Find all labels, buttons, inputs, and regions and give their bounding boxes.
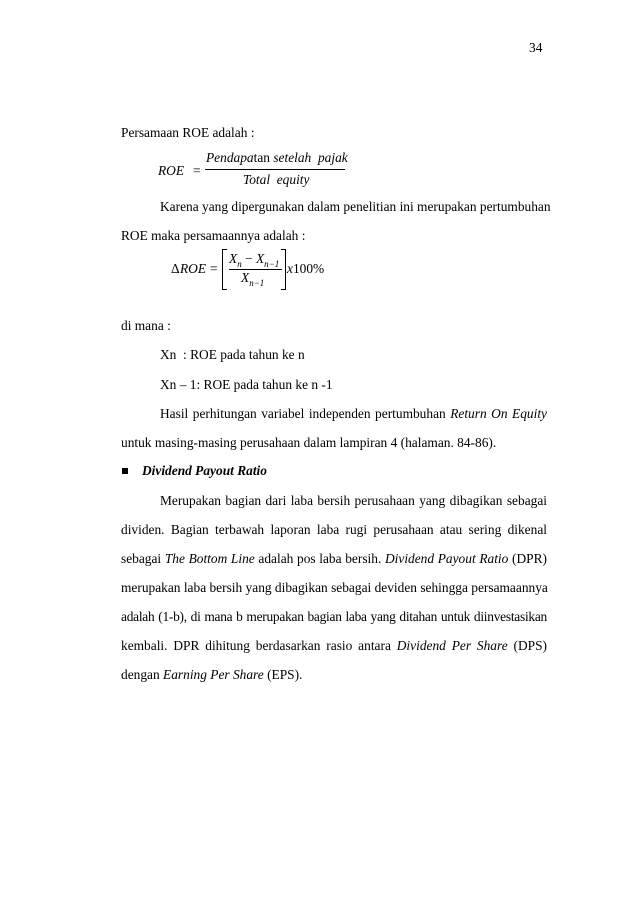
numerator-part-c: setelah pajak (273, 150, 348, 165)
growth-para-line1: Karena yang dipergunakan dalam penelitian ini merupakan pertumbuhan (160, 199, 551, 214)
den-sub: n−1 (249, 277, 265, 288)
roe-intro: Persamaan ROE adalah : (121, 125, 255, 140)
growth-para-line2: ROE maka persamaannya adalah : (121, 228, 306, 243)
where-label: di mana : (121, 318, 171, 333)
delta-formula-equals: = (210, 261, 218, 276)
delta-denominator (241, 270, 264, 289)
num-x2: X (255, 251, 265, 266)
delta-numerator (229, 251, 279, 270)
bullet-square-icon (122, 468, 128, 474)
result-line1-text: Hasil perhitungan variabel independen pertumbuhan (160, 406, 446, 421)
roe-formula-denominator: Total equity (243, 172, 310, 187)
dpr-l3-b: The Bottom Line (164, 551, 255, 566)
dpr-l6-b: Dividend Per Share (396, 638, 508, 653)
dpr-l3-e: (DPR) (512, 551, 547, 566)
num-minus: − (245, 251, 253, 266)
dpr-line-6 (121, 638, 547, 654)
multiplier-value: 100% (292, 261, 325, 276)
page-number: 34 (529, 40, 543, 55)
dpr-l7-a: dengan (121, 667, 160, 682)
definition-xn-1: Xn – 1: ROE pada tahun ke n -1 (160, 377, 333, 392)
dpr-l3-d: Dividend Payout Ratio (384, 551, 509, 566)
dpr-line-7 (121, 667, 302, 683)
dpr-line-3 (121, 551, 547, 567)
roe-formula-numerator (206, 150, 348, 166)
num-sub: n (237, 258, 242, 269)
right-bracket (281, 249, 286, 290)
dpr-l3-c: adalah pos laba bersih. (258, 551, 382, 566)
dpr-line-4: merupakan laba bersih yang dibagikan sebagai deviden sehingga persamaannya (121, 580, 548, 595)
delta-symbol: Δ (171, 261, 180, 276)
multiplier-x: x (287, 261, 293, 276)
dpr-line-1: Merupakan bagian dari laba bersih perusahaan yang dibagikan sebagai (160, 493, 547, 508)
roe-fraction-line (205, 169, 345, 170)
result-para-line1 (160, 406, 547, 422)
delta-formula-lhs: ROE (180, 261, 207, 276)
result-line1-italic: Return On Equity (450, 406, 547, 421)
num-sub2: n−1 (264, 258, 280, 269)
dpr-l6-a: kembali. DPR dihitung berdasarkan rasio antara (121, 638, 391, 653)
roe-formula-lhs: ROE (158, 163, 185, 178)
left-bracket (222, 249, 227, 290)
den-x: X (241, 270, 250, 285)
section-heading: Dividend Payout Ratio (142, 463, 267, 478)
numerator-part-b: tan (253, 150, 270, 165)
delta-multiplier (287, 261, 324, 277)
dpr-l7-b: Earning Per Share (163, 667, 264, 682)
dpr-line-5: adalah (1-b), di mana b merupakan bagian laba yang ditahan untuk diinvestasikan (121, 609, 547, 624)
num-x: X (229, 251, 238, 266)
roe-formula-equals: = (193, 163, 201, 178)
dpr-l6-c: (DPS) (513, 638, 548, 653)
numerator-part-a: Pendapa (206, 150, 254, 165)
dpr-l3-a: sebagai (121, 551, 162, 566)
definition-xn: Xn : ROE pada tahun ke n (160, 347, 305, 362)
dpr-line-2: dividen. Bagian terbawah laporan laba rugi perusahaan atau sering dikenal (121, 522, 547, 537)
result-para-line2: untuk masing-masing perusahaan dalam lampiran 4 (halaman. 84-86). (121, 435, 497, 450)
dpr-l7-c: (EPS). (267, 667, 303, 682)
